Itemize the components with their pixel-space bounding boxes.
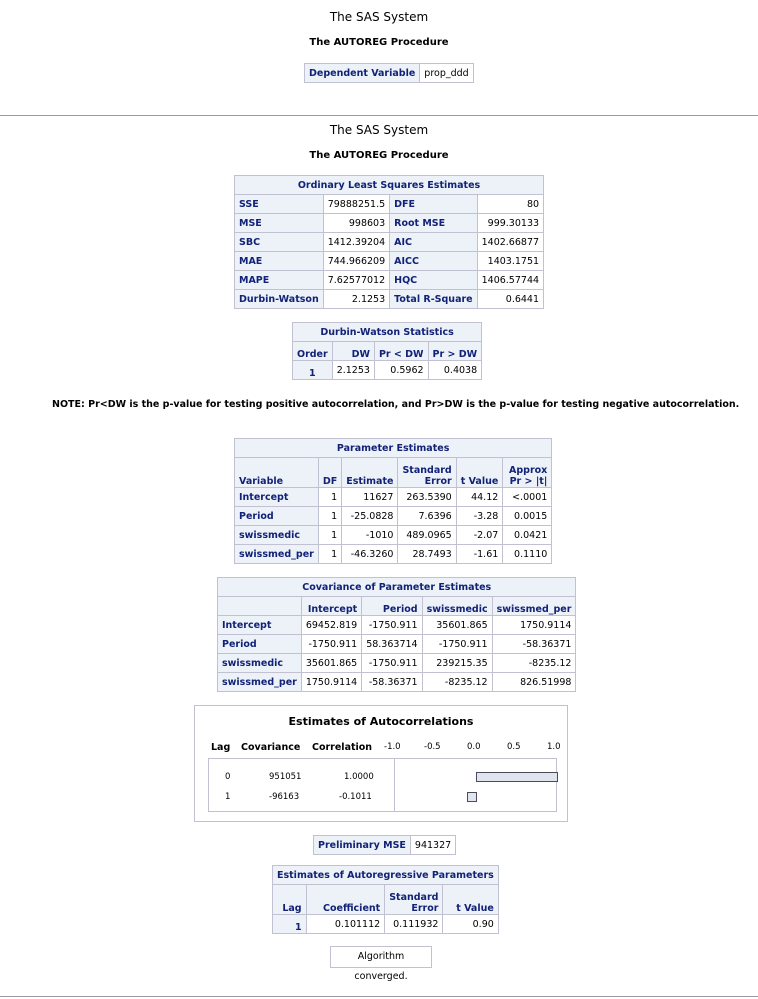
column-header: DW [332,342,374,361]
table-cell: 0.101112 [306,915,385,934]
table-cell: 0.90 [443,915,498,934]
stat-label: Durbin-Watson [235,290,324,309]
column-header: Intercept [301,597,361,616]
table-cell: 1 [318,507,341,526]
row-header: 1 [273,915,307,934]
axis-tick: -0.5 [424,742,441,752]
column-header: Lag [211,742,231,753]
table-cell: -8235.12 [492,654,576,673]
stat-label: SSE [235,195,324,214]
covariance-table [217,577,576,692]
table-cell: 69452.819 [301,616,361,635]
column-header: Lag [273,885,307,915]
parameter-estimates-table [234,438,552,564]
axis-tick: -1.0 [384,742,401,752]
table-cell: 35601.865 [422,616,492,635]
stat-label: Root MSE [390,214,477,233]
table-cell: -1.61 [456,545,503,564]
table-cell: 0.4038 [428,361,482,380]
preliminary-mse-table [313,835,456,855]
table-cell: 0.0421 [503,526,552,545]
table-cell: <.0001 [503,488,552,507]
ar-parameters-table [272,865,499,934]
stat-label: MAPE [235,271,324,290]
table-cell: -58.36371 [492,635,576,654]
stat-value: 7.62577012 [323,271,389,290]
column-header: Covariance [241,742,301,753]
stat-value: 80 [477,195,543,214]
section2-title: The SAS System [329,123,429,137]
page-divider [0,115,758,116]
stat-value: 1402.66877 [477,233,543,252]
table-row [218,635,576,654]
axis-tick: 1.0 [547,742,561,752]
column-header: swissmed_per [492,597,576,616]
page-divider [0,996,758,997]
table-cell: -8235.12 [422,673,492,692]
dw-caption: Durbin-Watson Statistics [293,323,482,342]
stat-value: 1403.1751 [477,252,543,271]
table-row [235,233,544,252]
table-cell: -2.07 [456,526,503,545]
table-cell: -1010 [342,526,398,545]
row-header: swissmed_per [218,673,302,692]
column-header: Variable [235,458,319,488]
column-header: Pr > DW [428,342,482,361]
table-cell: -1750.911 [362,654,422,673]
autocorr-body [208,758,557,812]
table-cell: 0.111932 [385,915,443,934]
table-cell: 0.1110 [503,545,552,564]
covariance-value: 951051 [269,772,302,782]
stat-value: 79888251.5 [323,195,389,214]
table-row [273,915,499,934]
table-row [235,214,544,233]
table-row [235,507,552,526]
stat-label: AIC [390,233,477,252]
status-message: Algorithm converged. [330,946,432,968]
autocorr-title: Estimates of Autocorrelations [288,715,474,728]
table-cell: 1750.9114 [301,673,361,692]
section1-title: The SAS System [329,10,429,24]
axis-tick: 0.5 [507,742,521,752]
column-header: swissmedic [422,597,492,616]
lag-value: 1 [225,792,231,802]
table-cell: 35601.865 [301,654,361,673]
column-header: Correlation [312,742,373,753]
table-cell: 58.363714 [362,635,422,654]
stat-label: AICC [390,252,477,271]
row-header: Intercept [218,616,302,635]
section2-procedure: The AUTOREG Procedure [309,150,449,161]
stat-value: 998603 [323,214,389,233]
table-cell: -25.0828 [342,507,398,526]
table-cell: 0.0015 [503,507,552,526]
axis-tick: 0.0 [467,742,481,752]
table-cell: -58.36371 [362,673,422,692]
dep-var-label: Dependent Variable [305,64,420,83]
cov-caption: Covariance of Parameter Estimates [218,578,576,597]
column-header: Pr < DW [374,342,428,361]
table-cell: -46.3260 [342,545,398,564]
row-header: swissmed_per [235,545,319,564]
column-header: DF [318,458,341,488]
stat-label: HQC [390,271,477,290]
table-row [235,195,544,214]
table-cell: 1 [318,488,341,507]
table-cell: 1 [318,526,341,545]
table-row [235,290,544,309]
table-row [218,616,576,635]
table-cell: 0.5962 [374,361,428,380]
column-header: Estimate [342,458,398,488]
column-header: Period [362,597,422,616]
stat-value: 999.30133 [477,214,543,233]
stat-value: 1406.57744 [477,271,543,290]
column-header: Order [293,342,333,361]
stat-value: 0.6441 [477,290,543,309]
column-header: Standard Error [398,458,456,488]
correlation-value: 1.0000 [344,772,374,782]
dependent-variable-table [304,63,474,83]
covariance-value: -96163 [269,792,300,802]
table-cell: 1750.9114 [492,616,576,635]
table-cell: 2.1253 [332,361,374,380]
table-row [293,361,482,380]
stat-label: MSE [235,214,324,233]
table-cell: 1 [318,545,341,564]
table-cell: 826.51998 [492,673,576,692]
table-cell: 28.7493 [398,545,456,564]
column-header: t Value [443,885,498,915]
ols-caption: Ordinary Least Squares Estimates [235,176,544,195]
stat-value: 1412.39204 [323,233,389,252]
table-cell: -1750.911 [422,635,492,654]
table-cell: 489.0965 [398,526,456,545]
row-header: 1 [293,361,333,380]
table-cell: 239215.35 [422,654,492,673]
table-cell: -3.28 [456,507,503,526]
column-header: t Value [456,458,503,488]
row-header: Intercept [235,488,319,507]
row-header: swissmedic [235,526,319,545]
stat-label: Total R-Square [390,290,477,309]
table-row [235,252,544,271]
correlation-value: -0.1011 [339,792,372,802]
table-cell: -1750.911 [362,616,422,635]
divider [394,759,395,811]
dw-note: NOTE: Pr<DW is the p-value for testing positive autocorrelation, and Pr>DW is the p-value for testing negative autocorrelation. [52,399,740,410]
table-cell: 7.6396 [398,507,456,526]
row-header: Period [218,635,302,654]
stat-label: MAE [235,252,324,271]
table-row [218,673,576,692]
stat-value: 744.966209 [323,252,389,271]
table-cell: 263.5390 [398,488,456,507]
column-header: Standard Error [385,885,443,915]
prelim-label: Preliminary MSE [314,836,411,855]
table-row [235,488,552,507]
table-row [235,271,544,290]
stat-label: SBC [235,233,324,252]
stat-value: 2.1253 [323,290,389,309]
autocorr-bar [476,772,558,782]
column-header: Approx Pr > |t| [503,458,552,488]
column-header [218,597,302,616]
durbin-watson-table [292,322,482,380]
table-row [235,526,552,545]
table-cell: 11627 [342,488,398,507]
ols-estimates-table [234,175,544,309]
table-row [235,545,552,564]
row-header: swissmedic [218,654,302,673]
table-cell: 44.12 [456,488,503,507]
ar-caption: Estimates of Autoregressive Parameters [273,866,499,885]
column-header: Coefficient [306,885,385,915]
lag-value: 0 [225,772,231,782]
table-row [218,654,576,673]
table-cell: -1750.911 [301,635,361,654]
row-header: Period [235,507,319,526]
autocorr-bar [467,792,477,802]
dep-var-value: prop_ddd [420,64,473,83]
prelim-value: 941327 [410,836,455,855]
autocorrelation-panel [194,705,568,822]
params-caption: Parameter Estimates [235,439,552,458]
stat-label: DFE [390,195,477,214]
section1-procedure: The AUTOREG Procedure [309,37,449,48]
